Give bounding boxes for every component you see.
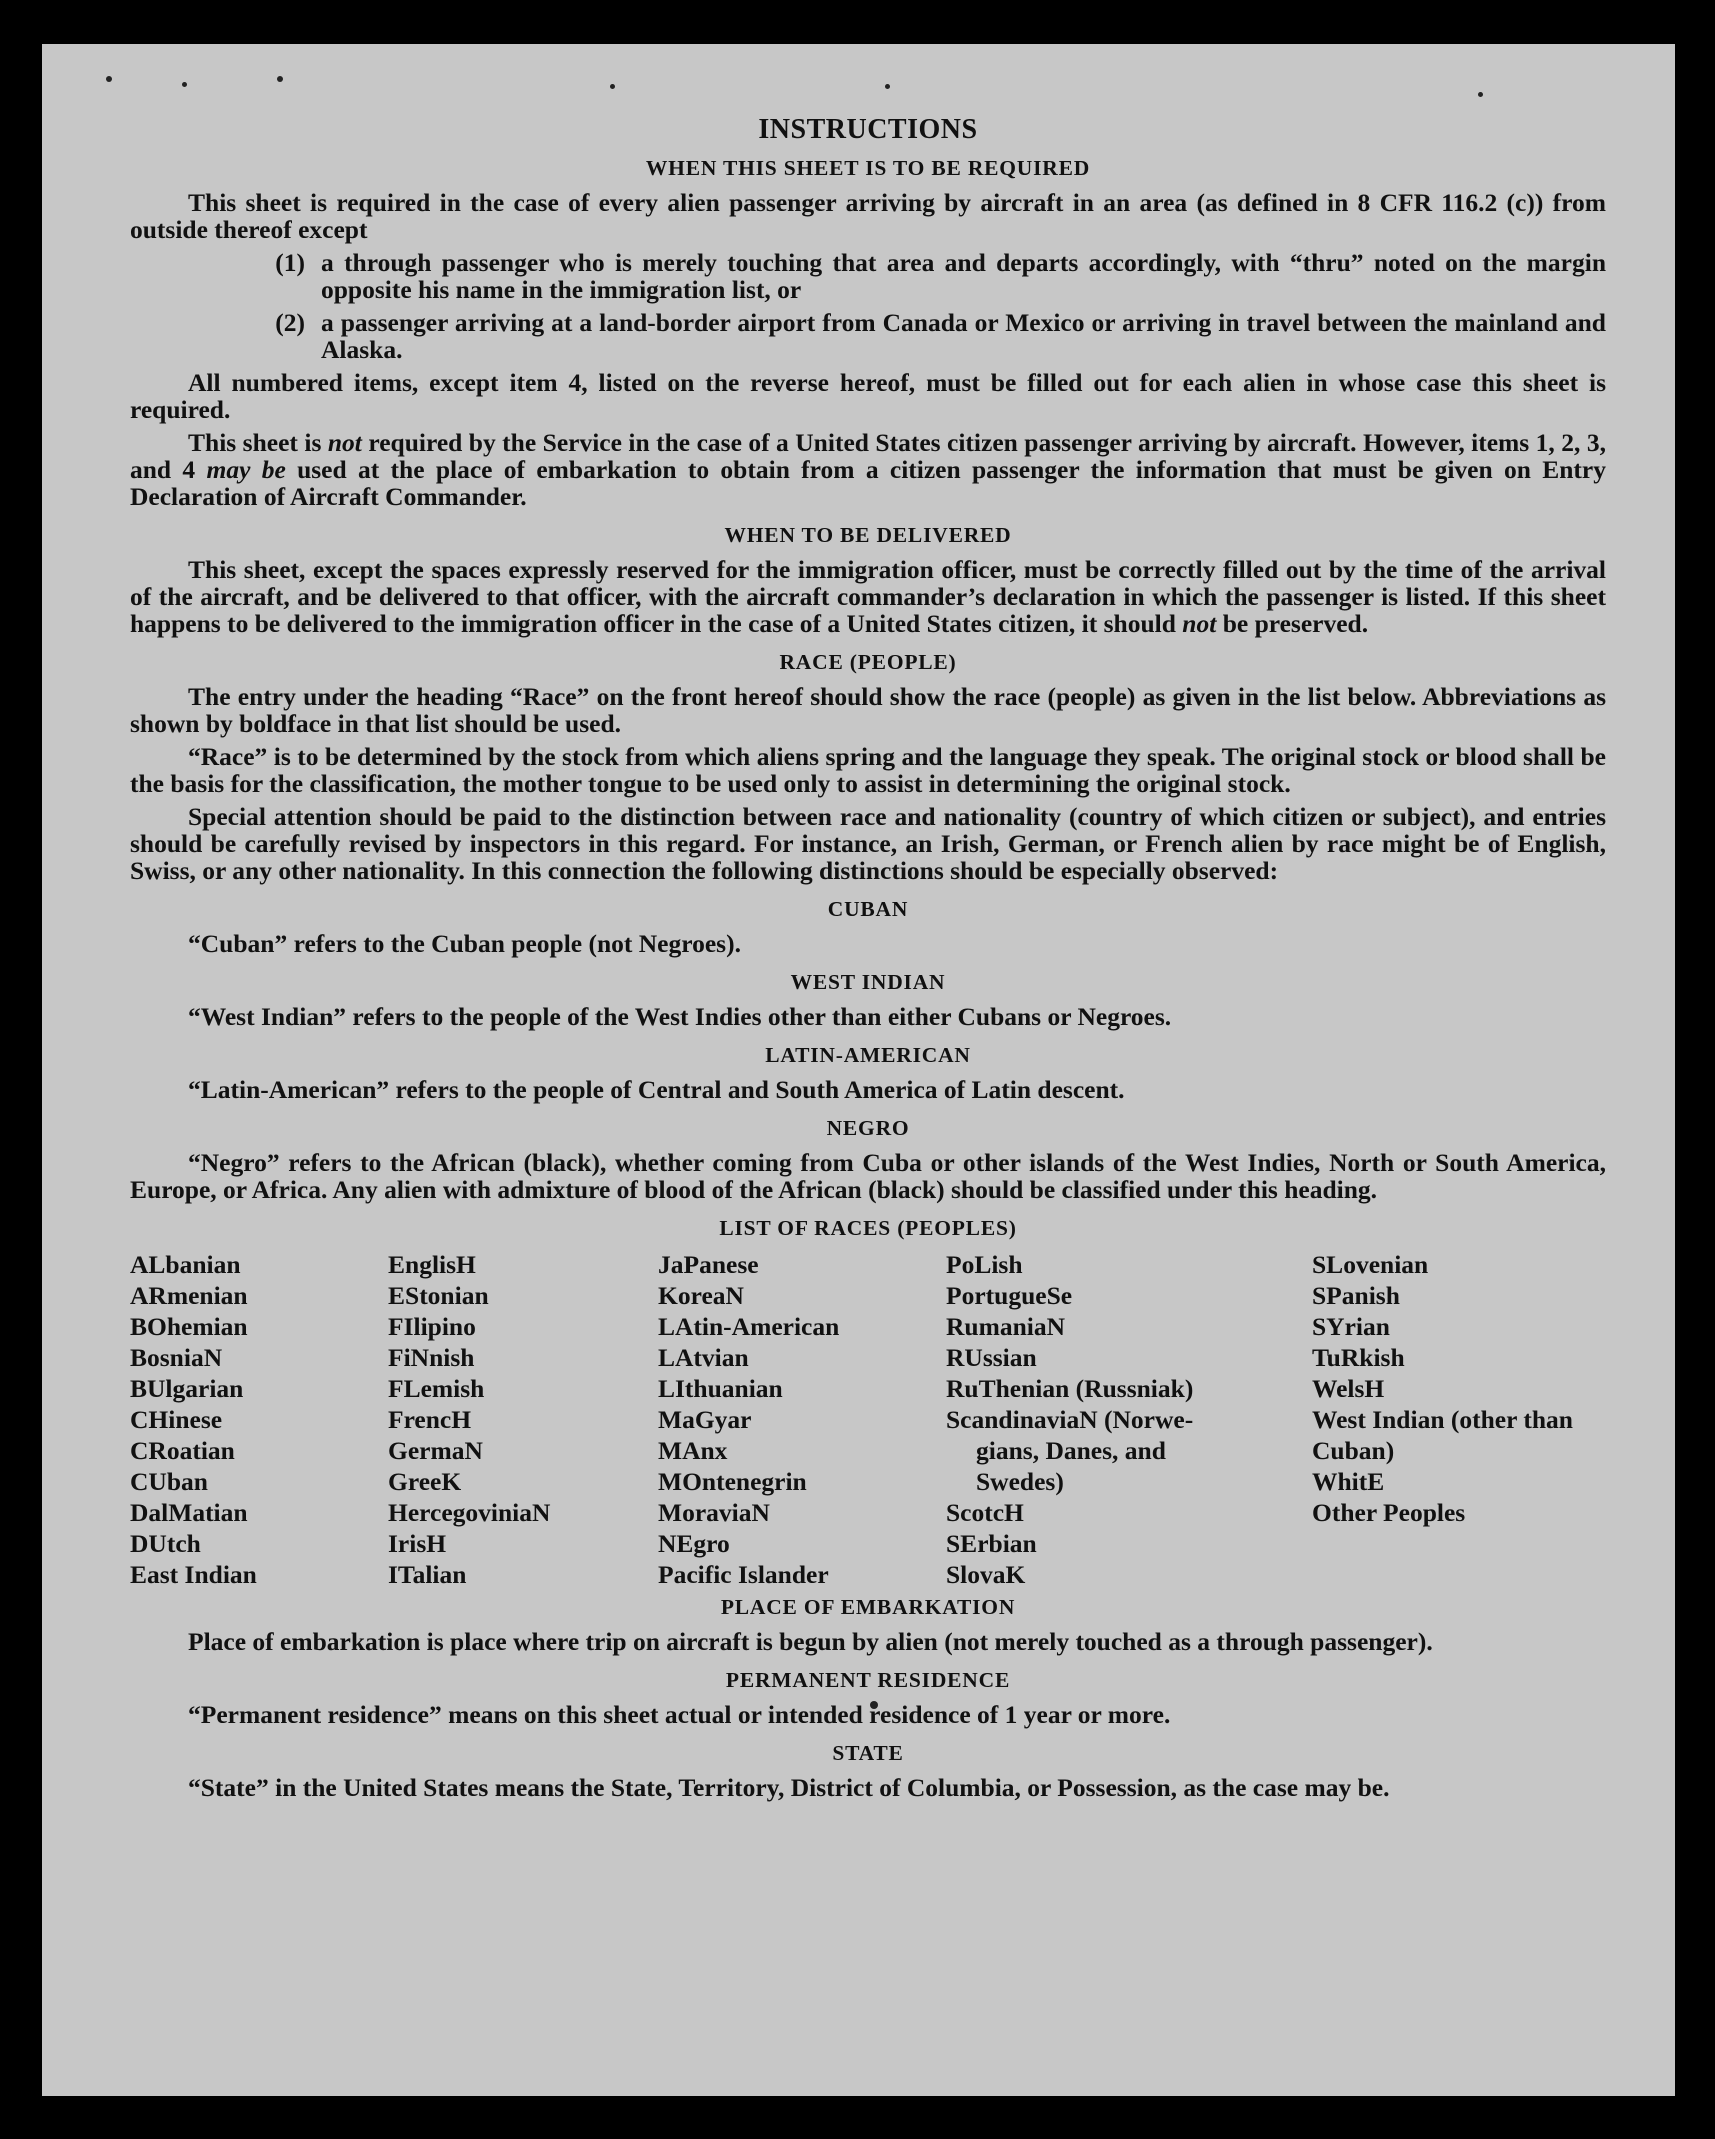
speck-mark — [885, 84, 890, 89]
page-title: INSTRUCTIONS — [758, 114, 978, 145]
text-run: required by the Service in the case of a United States citizen passenger arriving by aircraft. However, items 1, 2, 3, and 4 — [130, 428, 1606, 484]
heading-state: STATE — [832, 1741, 904, 1765]
race-entry: DUtch — [130, 1529, 201, 1558]
document-sheet — [42, 44, 1675, 2096]
race-entry: CRoatian — [130, 1436, 235, 1465]
race-entry: IrisH — [388, 1529, 447, 1558]
race-entry: WelsH — [1312, 1374, 1385, 1403]
race-entry: FiNnish — [388, 1343, 475, 1372]
speck-mark — [277, 76, 283, 82]
race-entry: SLovenian — [1312, 1250, 1429, 1279]
boldface-run: boldface — [239, 709, 332, 738]
race-entry: WhitE — [1312, 1467, 1385, 1496]
race-entry: SlovaK — [946, 1560, 1026, 1589]
race-entry: EStonian — [388, 1281, 489, 1310]
race-entry: FLemish — [388, 1374, 485, 1403]
italic-run: not — [327, 428, 362, 457]
race-entry: LAtvian — [658, 1343, 749, 1372]
race-entry: MoraviaN — [658, 1498, 770, 1527]
races-column-5 — [1312, 1249, 1582, 1590]
race-entry: Other Peoples — [1312, 1498, 1466, 1527]
para-negro: “Negro” refers to the African (black), whether coming from Cuba or other islands of the West Indies, North or South America, Europe, or Africa. Any alien with admixture of blood of the African (black) should be classified under this heading. — [130, 1148, 1606, 1204]
race-entry: DalMatian — [130, 1498, 248, 1527]
para-embarkation: Place of embarkation is place where trip on aircraft is begun by alien (not merely touched as a through passenger). — [188, 1627, 1433, 1656]
race-entry: EnglisH — [388, 1250, 476, 1279]
heading-permanent-residence: PERMANENT RESIDENCE — [725, 1668, 1011, 1692]
races-column-1 — [130, 1249, 388, 1590]
race-entry: Pacific Islander — [658, 1560, 829, 1589]
race-entry: CUban — [130, 1467, 208, 1496]
para-latin-american: “Latin-American” refers to the people of Central and South America of Latin descent. — [188, 1075, 1125, 1104]
para-residence: “Permanent residence” means on this sheet actual or intended residence of 1 year or more. — [188, 1700, 1171, 1729]
race-entry: RumaniaN — [946, 1312, 1066, 1341]
exception-item-2 — [130, 309, 1606, 363]
race-entry: RuThenian (Russniak) — [946, 1374, 1194, 1403]
text-run: The entry under the heading “Race” on the front hereof should show the race (people) as given in the list below. Abbreviations as shown by — [130, 682, 1606, 738]
race-entry: MAnx — [658, 1436, 728, 1465]
race-entry: gians, Danes, and — [976, 1436, 1166, 1465]
italic-run: not — [1182, 609, 1217, 638]
race-entry: FrencH — [388, 1405, 472, 1434]
race-entry: West Indian (other than Cuban) — [1312, 1405, 1573, 1465]
heading-race: RACE (PEOPLE) — [779, 650, 957, 674]
race-entry: MaGyar — [658, 1405, 752, 1434]
item-text: a through passenger who is merely touching that area and departs accordingly, with “thru” noted on the margin opposite his name in the immigration list, or — [321, 248, 1606, 304]
para-race-stock: “Race” is to be determined by the stock from which aliens spring and the language they speak. The original stock or blood shall be the basis for the classification, the mother tongue to be used only to assist in determining the original stock. — [130, 742, 1606, 798]
race-entry: PoLish — [946, 1250, 1023, 1279]
race-entry: SYrian — [1312, 1312, 1390, 1341]
race-entry: HercegoviniaN — [388, 1498, 551, 1527]
race-entry: BOhemian — [130, 1312, 248, 1341]
race-entry: LIthuanian — [658, 1374, 783, 1403]
para-delivered — [130, 556, 1606, 637]
race-entry: LAtin-American — [658, 1312, 840, 1341]
instructions-body — [130, 116, 1606, 1807]
race-entry: ITalian — [388, 1560, 467, 1589]
text-run: in that list should be used. — [331, 709, 622, 738]
races-column-4 — [946, 1249, 1312, 1590]
races-column-2 — [388, 1249, 658, 1590]
race-entry: Swedes) — [976, 1467, 1064, 1496]
race-entry: ScotcH — [946, 1498, 1024, 1527]
race-entry: East Indian — [130, 1560, 257, 1589]
race-entry: PortugueSe — [946, 1281, 1073, 1310]
race-entry: BUlgarian — [130, 1374, 244, 1403]
race-entry: ARmenian — [130, 1281, 248, 1310]
item-number: (1) — [275, 248, 305, 277]
race-entry: FIlipino — [388, 1312, 476, 1341]
heading-latin-american: LATIN-AMERICAN — [765, 1043, 971, 1067]
heading-when-required: WHEN THIS SHEET IS TO BE REQUIRED — [645, 156, 1091, 180]
heading-when-delivered: WHEN TO BE DELIVERED — [724, 523, 1012, 547]
race-entry: MOntenegrin — [658, 1467, 807, 1496]
races-column-3 — [658, 1249, 946, 1590]
heading-cuban: CUBAN — [827, 897, 909, 921]
race-entry: KoreaN — [658, 1281, 744, 1310]
race-entry: ALbanian — [130, 1250, 241, 1279]
race-entry: ScandinaviaN (Norwe- — [946, 1405, 1194, 1434]
italic-run: may be — [206, 455, 286, 484]
para-citizen — [130, 429, 1606, 510]
race-entry: RUssian — [946, 1343, 1037, 1372]
speck-mark — [610, 84, 615, 89]
para-race-entry — [130, 683, 1606, 737]
race-entry: SPanish — [1312, 1281, 1400, 1310]
text-run: be preserved. — [1216, 609, 1369, 638]
heading-place-of-embarkation: PLACE OF EMBARKATION — [720, 1595, 1016, 1619]
item-number: (2) — [275, 308, 305, 337]
para-race-nationality: Special attention should be paid to the distinction between race and nationality (country of which citizen or subject), and entries should be carefully revised by inspectors in this regard. For instance, an Irish, German, or French alien by race might be of English, Swiss, or any other nationality. In this connection the following distinctions should be especially observed: — [130, 802, 1606, 885]
race-entry: GermaN — [388, 1436, 483, 1465]
para-cuban: “Cuban” refers to the Cuban people (not Negroes). — [188, 929, 741, 958]
text-run: This sheet, except the spaces expressly reserved for the immigration officer, must be correctly filled out by the time of the arrival of the aircraft, and be delivered to that officer, with the aircraft commander’s declaration in which the passenger is listed. If this sheet happens to be delivered to the immigration officer in the case of a United States citizen, it should — [130, 555, 1606, 638]
item-text: a passenger arriving at a land-border airport from Canada or Mexico or arriving in travel between the mainland and Alaska. — [321, 308, 1606, 364]
speck-mark — [182, 82, 187, 87]
race-entry: SErbian — [946, 1529, 1037, 1558]
speck-mark — [106, 76, 112, 82]
race-entry: BosniaN — [130, 1343, 223, 1372]
para-required-intro: This sheet is required in the case of every alien passenger arriving by aircraft in an area (as defined in 8 CFR 116.2 (c)) from outside thereof except — [130, 188, 1606, 244]
para-west-indian: “West Indian” refers to the people of the West Indies other than either Cubans or Negroes. — [188, 1002, 1172, 1031]
exception-item-1 — [130, 249, 1606, 303]
race-entry: CHinese — [130, 1405, 223, 1434]
races-list — [130, 1249, 1606, 1590]
heading-west-indian: WEST INDIAN — [790, 970, 946, 994]
race-entry: JaPanese — [658, 1250, 759, 1279]
text-run: used at the place of embarkation to obtain from a citizen passenger the information that must be given on Entry Declaration of Aircraft Commander. — [130, 455, 1606, 511]
heading-list-of-races: LIST OF RACES (PEOPLES) — [719, 1216, 1017, 1240]
race-entry: TuRkish — [1312, 1343, 1405, 1372]
text-run: This sheet is — [188, 428, 328, 457]
speck-mark — [1478, 92, 1483, 97]
para-state: “State” in the United States means the State, Territory, District of Columbia, or Possession, as the case may be. — [188, 1773, 1390, 1802]
heading-negro: NEGRO — [826, 1116, 910, 1140]
race-entry: NEgro — [658, 1529, 730, 1558]
para-numbered-items: All numbered items, except item 4, listed on the reverse hereof, must be filled out for each alien in whose case this sheet is required. — [130, 368, 1606, 424]
race-entry: GreeK — [388, 1467, 462, 1496]
